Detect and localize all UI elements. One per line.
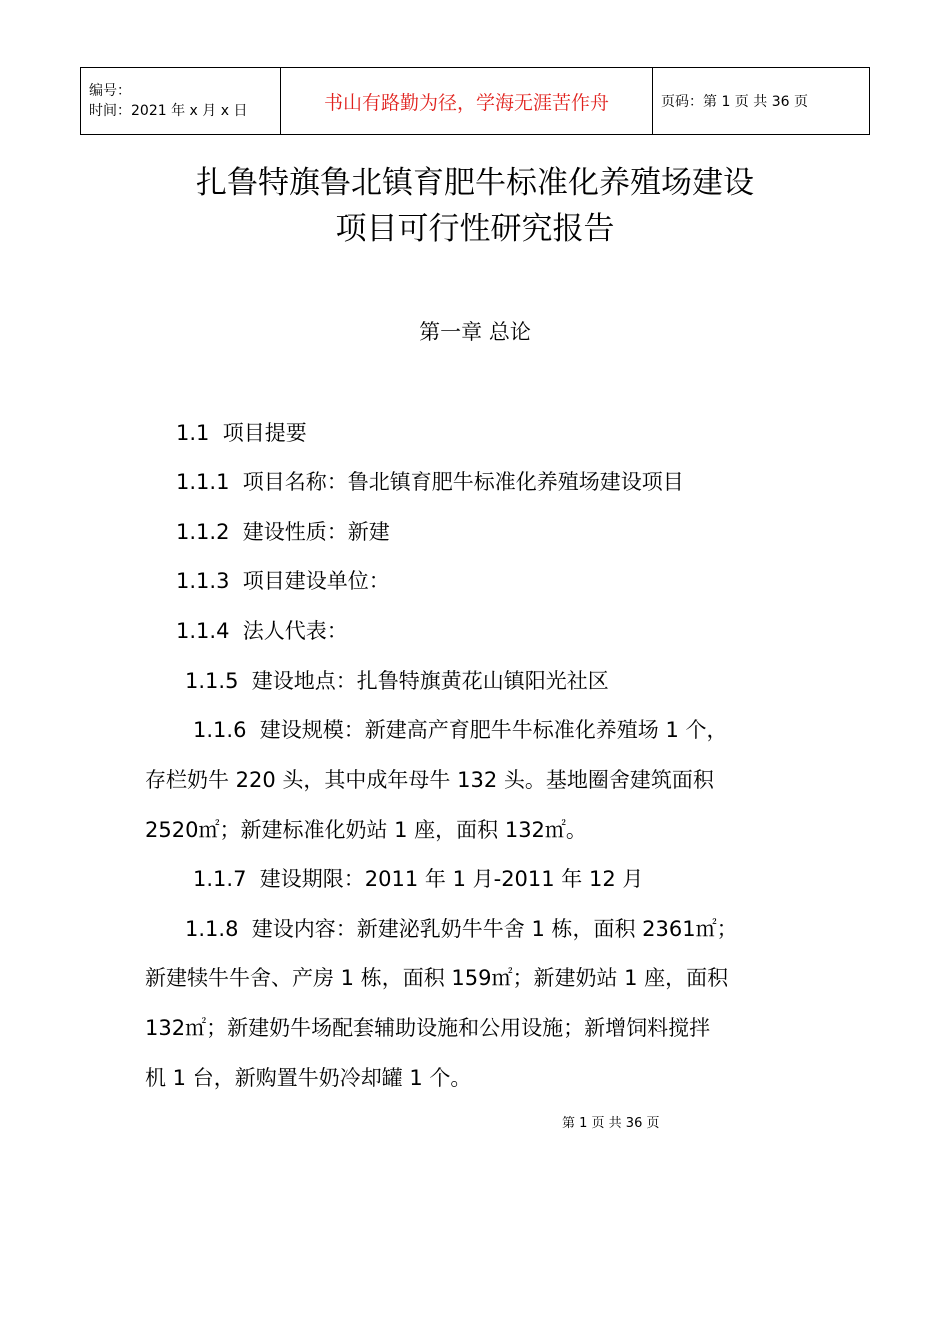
chapter-heading: 第一章 总论: [419, 320, 531, 344]
section-1-1-8-line-2: 新建犊牛牛舍、产房 1 栋，面积 159㎡；新建奶站 1 座，面积: [145, 966, 729, 990]
header-table: [80, 67, 870, 135]
title-line-2: 项目可行性研究报告: [335, 211, 615, 247]
section-1-1-8-line-4: 机 1 台，新购置牛奶冷却罐 1 个。: [145, 1066, 472, 1090]
number-label: 编号：: [89, 83, 131, 99]
section-1-1-6-line-3: 2520㎡；新建标准化奶站 1 座，面积 132㎡。: [145, 818, 587, 842]
section-1-1-3: 1.1.3 项目建设单位：: [176, 569, 390, 593]
section-1-1-4: 1.1.4 法人代表：: [176, 619, 348, 643]
section-1-1-6-line-1: 1.1.6 建设规模：新建高产育肥牛牛标准化养殖场 1 个，: [193, 718, 728, 742]
section-1-1-8-line-3: 132㎡；新建奶牛场配套辅助设施和公用设施；新增饲料搅拌: [145, 1016, 711, 1040]
section-1-1-7: 1.1.7 建设期限：2011 年 1 月-2011 年 12 月: [193, 867, 644, 891]
section-1-1-1: 1.1.1 项目名称：鲁北镇育肥牛标准化养殖场建设项目: [176, 470, 684, 494]
section-1-1-8-line-1: 1.1.8 建设内容：新建泌乳奶牛牛舍 1 栋，面积 2361㎡；: [185, 917, 738, 941]
time-label: 时间：2021 年 x 月 x 日: [89, 103, 248, 119]
section-1-1-2: 1.1.2 建设性质：新建: [176, 520, 390, 544]
section-1-1: 1.1 项目提要: [176, 421, 307, 445]
section-1-1-5: 1.1.5 建设地点：扎鲁特旗黄花山镇阳光社区: [185, 669, 609, 693]
page-code: 页码：第 1 页 共 36 页: [653, 68, 870, 135]
title-line-1: 扎鲁特旗鲁北镇育肥牛标准化养殖场建设: [196, 165, 754, 201]
header-meta-cell: [81, 68, 281, 135]
document-title: [0, 160, 950, 252]
section-1-1-6-line-2: 存栏奶牛 220 头，其中成年母牛 132 头。基地圈舍建筑面积: [145, 768, 714, 792]
motto: 书山有路勤为径，学海无涯苦作舟: [281, 68, 653, 135]
page-footer: 第 1 页 共 36 页: [562, 1116, 660, 1131]
